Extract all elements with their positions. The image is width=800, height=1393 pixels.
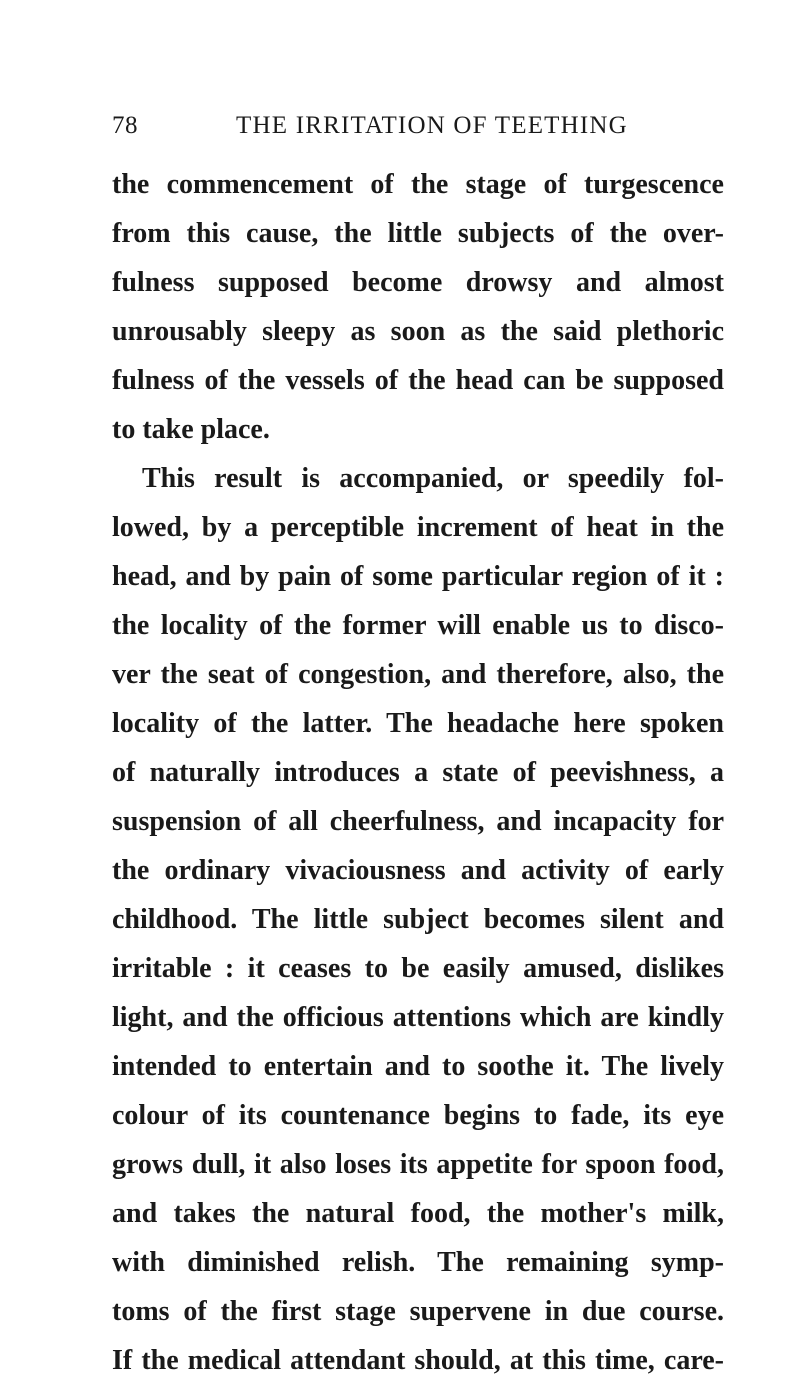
- text-line: with diminished relish. The remaining symp-: [112, 1247, 724, 1278]
- text-line: grows dull, it also loses its appetite for spoon food,: [112, 1149, 724, 1180]
- text-line: locality of the latter. The headache here spoken: [112, 708, 724, 739]
- text-line: irritable : it ceases to be easily amused, dislikes: [112, 953, 724, 984]
- text-line: colour of its countenance begins to fade, its eye: [112, 1100, 724, 1131]
- text-line: light, and the officious attentions which are kindly: [112, 1002, 724, 1033]
- text-line: This result is accompanied, or speedily fol-: [142, 463, 724, 494]
- text-line: unrousably sleepy as soon as the said plethoric: [112, 316, 724, 347]
- text-line: fulness of the vessels of the head can be supposed: [112, 365, 724, 396]
- running-title: THE IRRITATION OF TEETHING: [236, 112, 628, 139]
- text-line: and takes the natural food, the mother's milk,: [112, 1198, 724, 1229]
- text-line: childhood. The little subject becomes silent and: [112, 904, 724, 935]
- running-head: [112, 108, 722, 144]
- text-line: the ordinary vivaciousness and activity of early: [112, 855, 724, 886]
- text-line: of naturally introduces a state of peevishness, a: [112, 757, 724, 788]
- text-line: fulness supposed become drowsy and almost: [112, 267, 724, 298]
- text-line: suspension of all cheerfulness, and incapacity for: [112, 806, 724, 837]
- text-line: ver the seat of congestion, and therefore, also, the: [112, 659, 724, 690]
- text-line: lowed, by a perceptible increment of heat in the: [112, 512, 724, 543]
- text-line: toms of the first stage supervene in due course.: [112, 1296, 724, 1327]
- text-line: to take place.: [112, 414, 270, 445]
- text-line: If the medical attendant should, at this time, care-: [112, 1345, 724, 1376]
- text-line: intended to entertain and to soothe it. The lively: [112, 1051, 724, 1082]
- body-text: [112, 160, 724, 1385]
- text-line: the commencement of the stage of turgescence: [112, 169, 724, 200]
- text-line: head, and by pain of some particular region of it :: [112, 561, 724, 592]
- text-line: from this cause, the little subjects of the over-: [112, 218, 724, 249]
- page-number: 78: [112, 112, 138, 139]
- text-line: the locality of the former will enable us to disco-: [112, 610, 724, 641]
